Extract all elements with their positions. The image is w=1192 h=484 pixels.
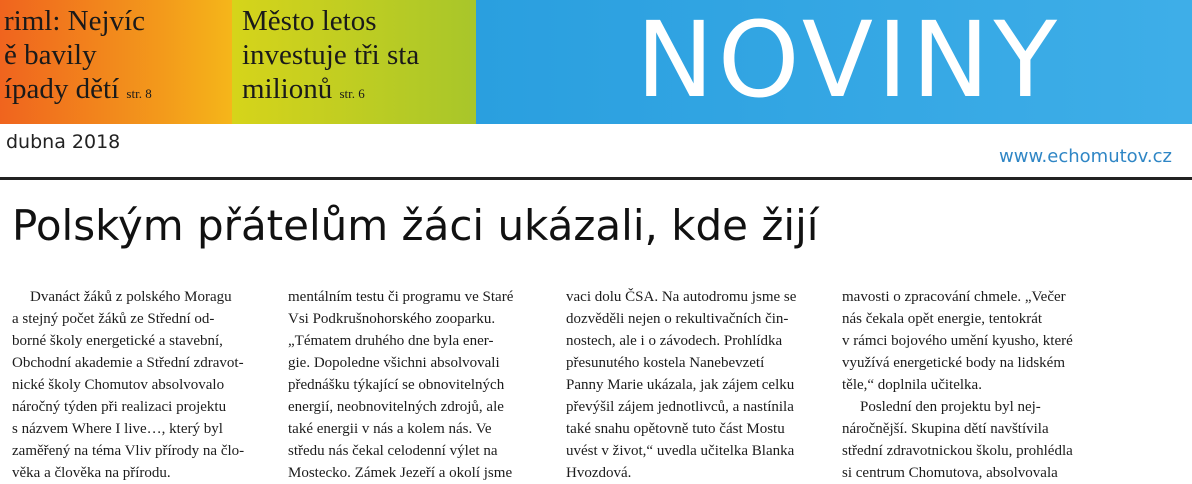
text-line: přednášku týkající se obnovitelných (288, 377, 505, 393)
text-line: také energii v nás a kolem nás. Ve (288, 421, 492, 437)
teaser-middle-page-ref: str. 6 (339, 86, 365, 101)
text-line: zaměřený na téma Vliv přírody na člo- (12, 443, 245, 459)
text-line: Poslední den projektu byl nej- (860, 399, 1041, 415)
article-headline: Polským přátelům žáci ukázali, kde žijí (12, 201, 819, 250)
teaser-left-line: riml: Nejvíc (4, 5, 145, 37)
header-banner (0, 0, 1192, 124)
text-line: nás čekala opět energie, tentokrát (842, 311, 1043, 327)
text-line: náročnější. Skupina dětí navštívila (842, 421, 1049, 437)
text-line: si centrum Chomutova, absolvovala (842, 465, 1058, 481)
text-line: také snahu opětovně tuto část Mostu (566, 421, 785, 437)
text-line: uvést v život,“ uvedla učitelka Blanka (566, 443, 795, 459)
text-line: borné školy energetické a stavební, (12, 333, 223, 349)
text-line: středu nás čekal celodenní výlet na (288, 443, 498, 459)
teaser-middle-line (242, 72, 419, 111)
text-line: nické školy Chomutov absolvovalo (12, 377, 225, 393)
text-line: těle,“ doplnila učitelka. (842, 377, 982, 393)
masthead-title: NOVINY (636, 0, 1061, 121)
website-link[interactable]: www.echomutov.cz (999, 146, 1172, 167)
text-line: Panny Marie ukázala, jak zájem celku (566, 377, 795, 393)
text-line: a stejný počet žáků ze Střední od- (12, 311, 215, 327)
teaser-left-line: ě bavily (4, 39, 97, 71)
text-line: přesunutého kostela Nanebevzetí (566, 355, 765, 371)
text-line: náročný týden při realizaci projektu (12, 399, 227, 415)
article-column-2 (288, 286, 524, 484)
text-line: gie. Dopoledne všichni absolvovali (288, 355, 500, 371)
text-line: s názvem Where I live…, který byl (12, 421, 223, 437)
text-line: „Tématem druhého dne byla ener- (288, 333, 494, 349)
text-line: dozvěděli nejen o rekultivačních čin- (566, 311, 789, 327)
text-line: Vsi Podkrušnohorského zooparku. (288, 311, 496, 327)
article-column-3 (566, 286, 802, 484)
text-line: Obchodní akademie a Střední zdravot- (12, 355, 244, 371)
teaser-left-line (4, 72, 152, 111)
teaser-middle-line-text: milionů (242, 73, 333, 105)
text-line: využívá energetické body na lidském (842, 355, 1065, 371)
teaser-middle-line: Město letos (242, 5, 377, 37)
teaser-middle-text[interactable] (242, 4, 419, 111)
text-line: mentálním testu či programu ve Staré (288, 289, 514, 305)
text-line: v rámci bojového umění kyusho, které (842, 333, 1073, 349)
teaser-left-page-ref: str. 8 (126, 86, 152, 101)
text-line: Hvozdová. (566, 465, 632, 481)
teaser-middle-line: investuje tři sta (242, 39, 420, 71)
issue-date: dubna 2018 (6, 131, 121, 153)
text-line: střední zdravotnickou školu, prohlédla (842, 443, 1073, 459)
text-line: vaci dolu ČSA. Na autodromu jsme se (566, 289, 797, 305)
teaser-left-text[interactable] (4, 4, 152, 111)
text-line: převýšil zájem jednotlivců, a nastínila (566, 399, 794, 415)
teaser-left-line-text: ípady dětí (4, 73, 120, 105)
text-line: Dvanáct žáků z polského Moragu (30, 289, 232, 305)
text-line: věka a člověka na přírodu. (12, 465, 171, 481)
text-line: Mostecko. Zámek Jezeří a okolí jsme (288, 465, 513, 481)
text-line: nostech, ale i o závodech. Prohlídka (566, 333, 783, 349)
text-line: mavosti o zpracování chmele. „Večer (842, 289, 1066, 305)
text-line: energií, neobnovitelných zdrojů, ale (288, 399, 504, 415)
article-column-4 (842, 286, 1078, 484)
header-divider (0, 177, 1192, 180)
article-column-1 (12, 286, 248, 484)
